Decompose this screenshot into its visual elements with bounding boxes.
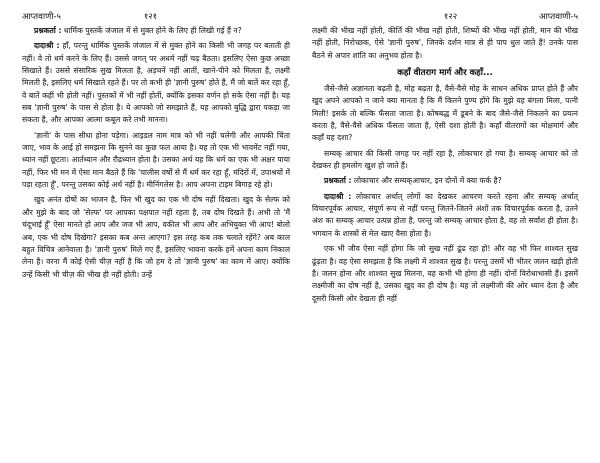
right-page [300, 0, 600, 463]
answer-text: हाँ, परन्तु धार्मिक पुस्तकें जंजाल में से मुक्त होने का किसी भी जगह पर बताती ही नहीं। वे तो धर्म करने के लिए हैं। उससे जगत् पर अधर्म नहीं चढ़ बैठता। इसलिए ऐसा कुछ अच्छा सिखाते हैं। उससे संसारिक सुख मिलता है, अड़चनें नहीं आतीं, खाने-पीने को मिलता है, लक्ष्मी मिलती है, इसलिए धर्म सिखाते रहते हैं। पर तो कभी ही 'ज्ञानी पुरुष' होते हैं, मैं जो बातें कर रहा हूँ, वे बातें कहीं भी होती नहीं। पुस्तकों में भी नहीं होतीं, क्योंकि इसका वर्णन हो सके ऐसा नहीं है। यह सब 'ज्ञानी पुरुष' के पास से होता है। ये आपको जो समझाते हैं, यह आपको बुद्धि द्वारा पकड़ा जा सकता है, और आपका आत्मा कबूल करे तभी मानना। [22, 41, 290, 125]
right-page-number: १२२ [443, 11, 458, 22]
left-page-number: १२१ [143, 11, 158, 22]
right-paragraph-2: जैसे-जैसे अज्ञानता बढ़ती है, मोह बढ़ता है, वैसे-वैसे मोह के साधन अधिक प्राप्त होते हैं और खुद अपने आपको न जाने क्या मानता है कि मैं कितने पुण्य होंगे कि मुझे यह बंगला मिला, पत्नी मिली! इसके तो बल्कि फँसता जाता है। कोषबद्ध में डूबने के बाद जैसे-जैसे निकलने का प्रयत्न करता है, वैसे-वैसे अधिक फँसता जाता है, ऐसी दशा होती है। कहाँ वीतरागों का मोक्षमार्ग और कहाँ यह दशा? [312, 84, 578, 143]
question-label: प्रश्नकर्ता : [34, 26, 62, 35]
left-paragraph-3: खुद अनंत दोषों का भाजन है, फिर भी खुद का एक भी दोष नहीं दिखता। खुद के सेल्फ को और मुझे के बाद जो 'सेल्फ' पर आपका पक्षपात नहीं रहता है, तब दोष दिखते हैं। अभी तो 'मैं चंदूभाई हूँ' ऐसा मानते हो आप और जज भी आप, वकील भी आप और अभियुक्त भी आप! बोलो अब, एक भी दोष दिखेगा? इसका कब अन्त आएगा? इस तरह कब तक चलाते रहेंगे? अब काल बहुत विचित्र आनेवाला है। 'ज्ञानी पुरुष' मिले गए हैं, इसलिए भावना करके हमें अपना काम निकाल लेना है। वरना मैं कोई ऐसी चीज़ नहीं है कि जो हम दे तो 'ज्ञानी पुरुष' का काम में आए। क्योंकि उन्हें किसी भी चीज़ की भीख ही नहीं होती। उन्हें [22, 195, 290, 279]
right-paragraph-1: लक्ष्मी की भीख नहीं होती, कीर्ति की भीख नहीं होती, शिष्यों की भीख नहीं होती, मान की भीख नहीं होती, निरोच्छक, ऐसे 'ज्ञानी पुरुष', जिनके दर्शन मात्र से ही पाप धुल जाते हैं! उनके पास बैठने से अपार शांति का अनुभव होता है। [312, 26, 578, 60]
left-answer [22, 40, 290, 126]
right-answer [312, 191, 578, 240]
answer-text: लोकाचार अर्थात् लोगों का देखकर आचरण करते रहना और सम्यक् अर्थात् विचारपूर्वक आचार, संपूर्ण रूप से नहीं परन्तु जितने-जितने अंशों तक विचारपूर्वक करता है, उतने अंश का सम्यक् आचार उत्पन्न होता है, परन्तु जो सम्यक् आचार होता है, वह तो सर्वांश ही होता है। भगवान के शास्त्रों से मेल खाए वैसा होता है। [312, 191, 578, 238]
answer-label: दादाश्री : [324, 191, 352, 201]
question-label: प्रश्नकर्ता : [324, 176, 352, 186]
left-question [22, 25, 290, 37]
right-question [312, 175, 578, 187]
left-series-title: आप्तवाणी-५ [22, 11, 61, 22]
right-series-title: आप्तवाणी-५ [539, 11, 578, 22]
right-page-header [312, 7, 578, 25]
left-page-header [22, 7, 290, 25]
question-text: धार्मिक पुस्तकें जंजाल में से मुक्त होने के लिए ही लिखी गई हैं न? [63, 26, 242, 35]
question-text: लोकाचार और सम्यक्आचार, इन दोनों में क्या फर्क है? [353, 176, 502, 186]
right-paragraph-5: एक भी जीव ऐसा नहीं होगा कि जो सुख नहीं ढूंढ रहा हो! और वह भी फिर शाश्वत सुख ढूंढ़ता है। वह ऐसा समझता है कि लक्ष्मी में शाश्वत सुख है। परन्तु उसमें भी भीतर जलन खड़ी होती है। जलन होना और शाश्वत सुख मिलना, यह कभी भी होगा ही नहीं। दोनों विरोधाभासी हैं। इसमें लक्ष्मीजी का दोष नहीं है, उसका खुद का ही दोष है। यह तो लक्ष्मीजी की ओर ध्यान देता है और दूसरी किसी ओर देखता ही नहीं [312, 244, 578, 303]
right-paragraph-3: सम्यक् आचार की किसी जगह पर नहीं रहा है, लोकाचार हो गया है। सम्यक् आचार को तो देखकर ही हमलोग खुश हो जाते हैं। [312, 148, 578, 171]
answer-label: दादाश्री : [34, 41, 60, 51]
left-paragraph-2: 'ज्ञानी' के पास सीधा होना पड़ेगा। आइडल नाम मात्र को भी नहीं चलेगी और आपकी चिंता जाए, भाव के आई हो समझना कि सुनने का कुछ फल आया है। यह तो एक भी भावमेंट नहीं गया, ध्यान नहीं छूटता। आर्तध्यान और रौद्रध्यान होता है। उसका अर्थ यह कि धर्म का एक भी अक्षर पाया नहीं, फिर भी मन में ऐसा मान बैठते हैं कि 'चालीस वर्षों से मैं धर्म कर रहा हूँ, मंदिरों में, उपाश्रयों में पड़ा रहता हूँ', परन्तु उसका कोई अर्थ नहीं है। मीनिंगलेस है। आप अपना टाइम बिगाड़ रहे हो। [22, 130, 290, 190]
section-heading: कहाँ वीतराग मार्ग और कहाँ... [397, 68, 493, 79]
